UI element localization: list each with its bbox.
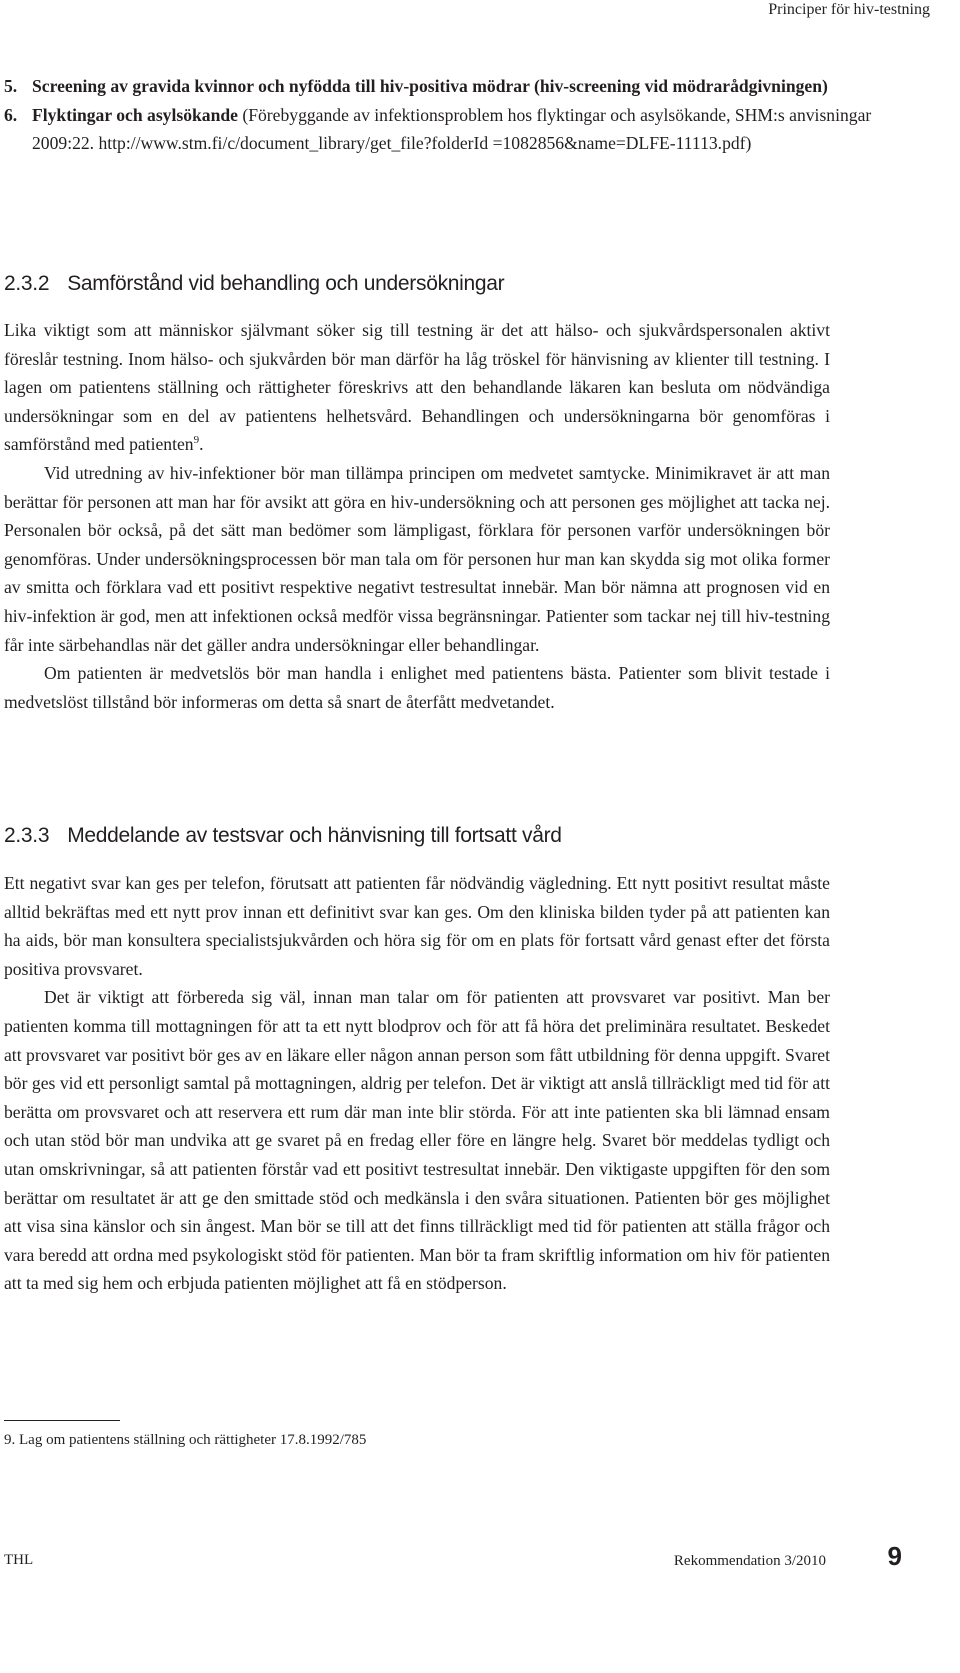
paragraph: Om patienten är medvetslös bör man handla i enlighet med patientens bästa. Patienter som blivit testade i medvetslöst tillstånd bör informeras om detta så snart de återfått medvetandet. (4, 663, 830, 712)
reference-list (4, 72, 904, 158)
footer-publisher: THL (4, 1552, 34, 1568)
paragraph: Ett negativt svar kan ges per telefon, förutsatt att patienten får nödvändig vägledning. Ett nytt positivt resultat måste alltid bekräftas med ett nytt prov innan ett definitivt svar kan ges. Om den kliniska bilden tyder på att patienten kan ha aids, bör man konsultera specialistsjukvården och höra sig för om en plats för fortsatt vård genast efter det första positiva provsvaret. (4, 873, 830, 979)
list-item-bold-text: Flyktingar och asylsökande (32, 104, 238, 125)
footnote: 9. Lag om patientens ställning och rättigheter 17.8.1992/785 (4, 1432, 367, 1448)
list-item (4, 101, 904, 158)
list-item (4, 72, 904, 101)
footnote-ref: 9 (193, 434, 200, 447)
list-item-bold-text: Screening av gravida kvinnor och nyfödda till hiv-positiva mödrar (hiv-screening vid mödrarådgivningen) (32, 76, 828, 96)
section-number: 2.3.3 (4, 824, 50, 847)
section-heading-2-3-2 (4, 271, 504, 297)
list-item-text (32, 101, 904, 158)
paragraph-text-end: . (199, 434, 204, 455)
paragraph (4, 316, 830, 459)
section-number: 2.3.2 (4, 272, 50, 295)
footnote-divider (4, 1420, 120, 1421)
paragraph-text: Lika viktigt som att människor självmant söker sig till testning är det att hälso- och sjukvårdspersonalen aktivt föreslår testning. Inom hälso- och sjukvården bör man därför ha låg tröskel för hänvisning av klienter till testning. I lagen om patientens ställning och rättigheter föreskrivs att den behandlande läkaren kan besluta om nödvändiga undersökningar som en del av patientens helhetsvård. Behandlingen och undersökningarna bör genomföras i samförstånd med patienten (4, 320, 830, 455)
footer-publication: Rekommendation 3/2010 (673, 1553, 826, 1569)
page-number: 9 (887, 1541, 902, 1571)
list-item-text (32, 72, 904, 101)
section-title: Meddelande av testsvar och hänvisning till fortsatt vård (67, 824, 562, 847)
list-item-number: 5. (4, 76, 18, 96)
list-item-number: 6. (4, 104, 18, 125)
section-body-2-3-2 (4, 316, 830, 716)
list-item-rest-text: (Förebyggande av infektionsproblem hos flyktingar och asylsökande, SHM:s anvisningar 2009:22. http://www.stm.fi/c/document_library/get_file?folderId =1082856&name=DLFE-11113.pdf) (32, 104, 872, 153)
paragraph: Det är viktigt att förbereda sig väl, innan man talar om för patienten att provsvaret var positivt. Man ber patienten komma till mottagningen för att ta ett nytt blodprov och för att få höra det preliminära resultatet. Beskedet att provsvaret var positivt bör ges av en läkare eller någon annan person som fått utbildning för denna uppgift. Svaret bör ges vid ett personligt samtal på mottagningen, aldrig per telefon. Det är viktigt att anslå tillräckligt med tid för att berätta om provsvaret och att reservera ett rum där man inte blir störda. För att inte patienten ska bli lämnad ensam och utan stöd bör man undvika att ge svaret på en fredag eller före en längre helg. Svaret bör meddelas tydligt och utan omskrivningar, så att patienten förstår vad ett positivt testresultat innebär. Den viktigaste uppgiften för den som berättar om resultatet är att ge den smittade stöd och medkänsla i den svåra situationen. Patienten bör ges möjlighet att visa sina känslor och sin ångest. Man bör se till att det finns tillräckligt med tid för patienten att ställa frågor och vara beredd att ordna med psykologiskt stöd för patienten. Man bör ta fram skriftlig information om hiv för patienten att ta med sig hem och erbjuda patienten möjlighet att få en stödperson. (4, 987, 830, 1294)
section-body-2-3-3 (4, 869, 830, 1298)
running-header: Principer för hiv-testning (768, 1, 930, 18)
section-heading-2-3-3 (4, 823, 562, 849)
paragraph: Vid utredning av hiv-infektioner bör man tillämpa principen om medvetet samtycke. Minimikravet är att man berättar för personen att man har för avsikt att göra en hiv-undersökning och att personen ges möjlighet att tacka nej. Personalen bör också, på det sätt man bedömer som lämpligast, förklara för personen varför undersökningen bör genomföras. Under undersökningsprocessen bör man tala om för personen hur man kan skydda sig mot olika former av smitta och förklara vad ett positivt respektive negativt testresultat innebär. Man bör nämna att prognosen vid en hiv-infektion är god, men att infektionen också medför vissa begränsningar. Patienter som tackar nej till hiv-testning får inte särbehandlas när det gäller andra undersökningar eller behandlingar. (4, 462, 830, 655)
section-title: Samförstånd vid behandling och undersökningar (67, 272, 505, 295)
